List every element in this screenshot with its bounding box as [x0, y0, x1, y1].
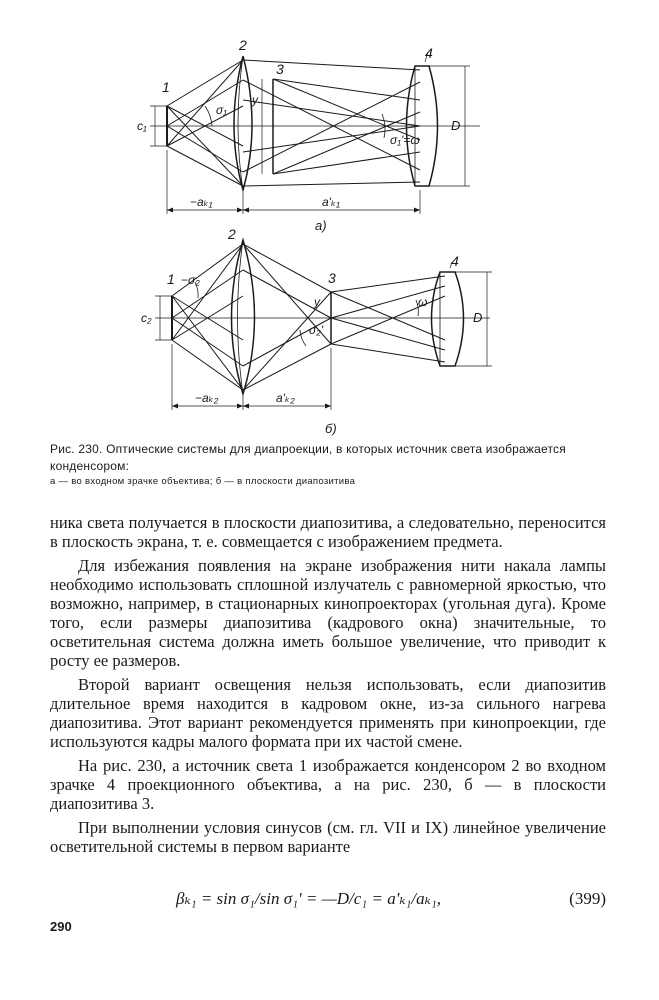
- condenser-2-b: [232, 240, 255, 394]
- dist-left-label-b: −aₖ₂: [195, 391, 219, 405]
- sigma-label-b: −σ₂: [181, 273, 200, 287]
- paragraph: На рис. 230, а источник света 1 изображается конденсором 2 во входном зрачке 4 проекционного объектива, а на рис. 230, б — в плоскости диапозитива 3.: [50, 756, 606, 813]
- dist-right-label-a: a'ₖ₁: [322, 195, 340, 209]
- y-label-a: y: [252, 93, 258, 107]
- paragraph: ника света получается в плоскости диапозитива, а следовательно, переносится в плоскость экрана, т. е. совмещается с изображением предмета.: [50, 513, 606, 551]
- sigma-omega-label-a: σ₁'=ω: [390, 133, 420, 147]
- optical-system-figure: [0, 0, 659, 440]
- formula-399: [50, 889, 606, 911]
- dist-right-label-b: a'ₖ₂: [276, 391, 295, 405]
- paragraph: Второй вариант освещения нельзя использовать, если диапозитив длительное время находится в кадровом окне, из-за сильного нагрева диапозитива. Этот вариант рекомендуется применять при кинопроекции, где используются кадры малого формата при их частой смене.: [50, 675, 606, 751]
- label-4-a: 4: [425, 45, 433, 61]
- diagram-a: [150, 52, 480, 214]
- paragraph: Для избежания появления на экране изображения нити накала лампы необходимо использовать сплошной излучатель с равномерной яркостью, что возможно, например, в стационарных кинопроекторах (угольная дуга). Кроме того, если размеры диапозитива (кадрового окна) значительные, то осветительная система должна иметь большое увеличение, что приводит к росту ее размеров.: [50, 556, 606, 670]
- label-2-a: 2: [239, 37, 247, 53]
- sublabel-b: б): [325, 421, 337, 436]
- formula-expression: βₖ₁ = sin σ₁/sin σ₁' = —D/c₁ = a'ₖ₁/aₖ₁,: [176, 889, 442, 908]
- figure-caption: Рис. 230. Оптические системы для диапроекции, в которых источник света изображается конденсором:: [50, 442, 566, 473]
- condenser-2-a: [234, 56, 252, 190]
- sigma-prime-label-b: σ₂': [309, 323, 324, 337]
- label-2-b: 2: [228, 226, 236, 242]
- c1-label: c₁: [137, 119, 147, 133]
- formula-number: (399): [569, 889, 606, 908]
- sigma-label-a: σ₁: [216, 103, 228, 117]
- label-3-b: 3: [328, 270, 336, 286]
- omega-label-b: ω: [418, 295, 428, 309]
- D-label-a: D: [451, 118, 461, 133]
- y-label-b: y: [314, 295, 320, 309]
- paragraph: При выполнении условия синусов (см. гл. VII и IX) линейное увеличение осветительной системы в первом варианте: [50, 818, 606, 856]
- D-label-b: D: [473, 310, 483, 325]
- sublabel-a: а): [315, 218, 327, 233]
- label-4-b: 4: [451, 253, 459, 269]
- c2-label: c₂: [141, 311, 152, 325]
- body-text: [50, 513, 606, 856]
- page-number: 290: [50, 919, 72, 934]
- label-3-a: 3: [276, 61, 284, 77]
- label-1-a: 1: [162, 79, 170, 95]
- diagram-b: [155, 240, 492, 410]
- objective-4-b: [432, 272, 464, 366]
- label-1-b: 1: [167, 271, 175, 287]
- dist-left-label-a: −aₖ₁: [190, 195, 213, 209]
- figure-caption-sub: а — во входном зрачке объектива; б — в плоскости диапозитива: [50, 476, 356, 487]
